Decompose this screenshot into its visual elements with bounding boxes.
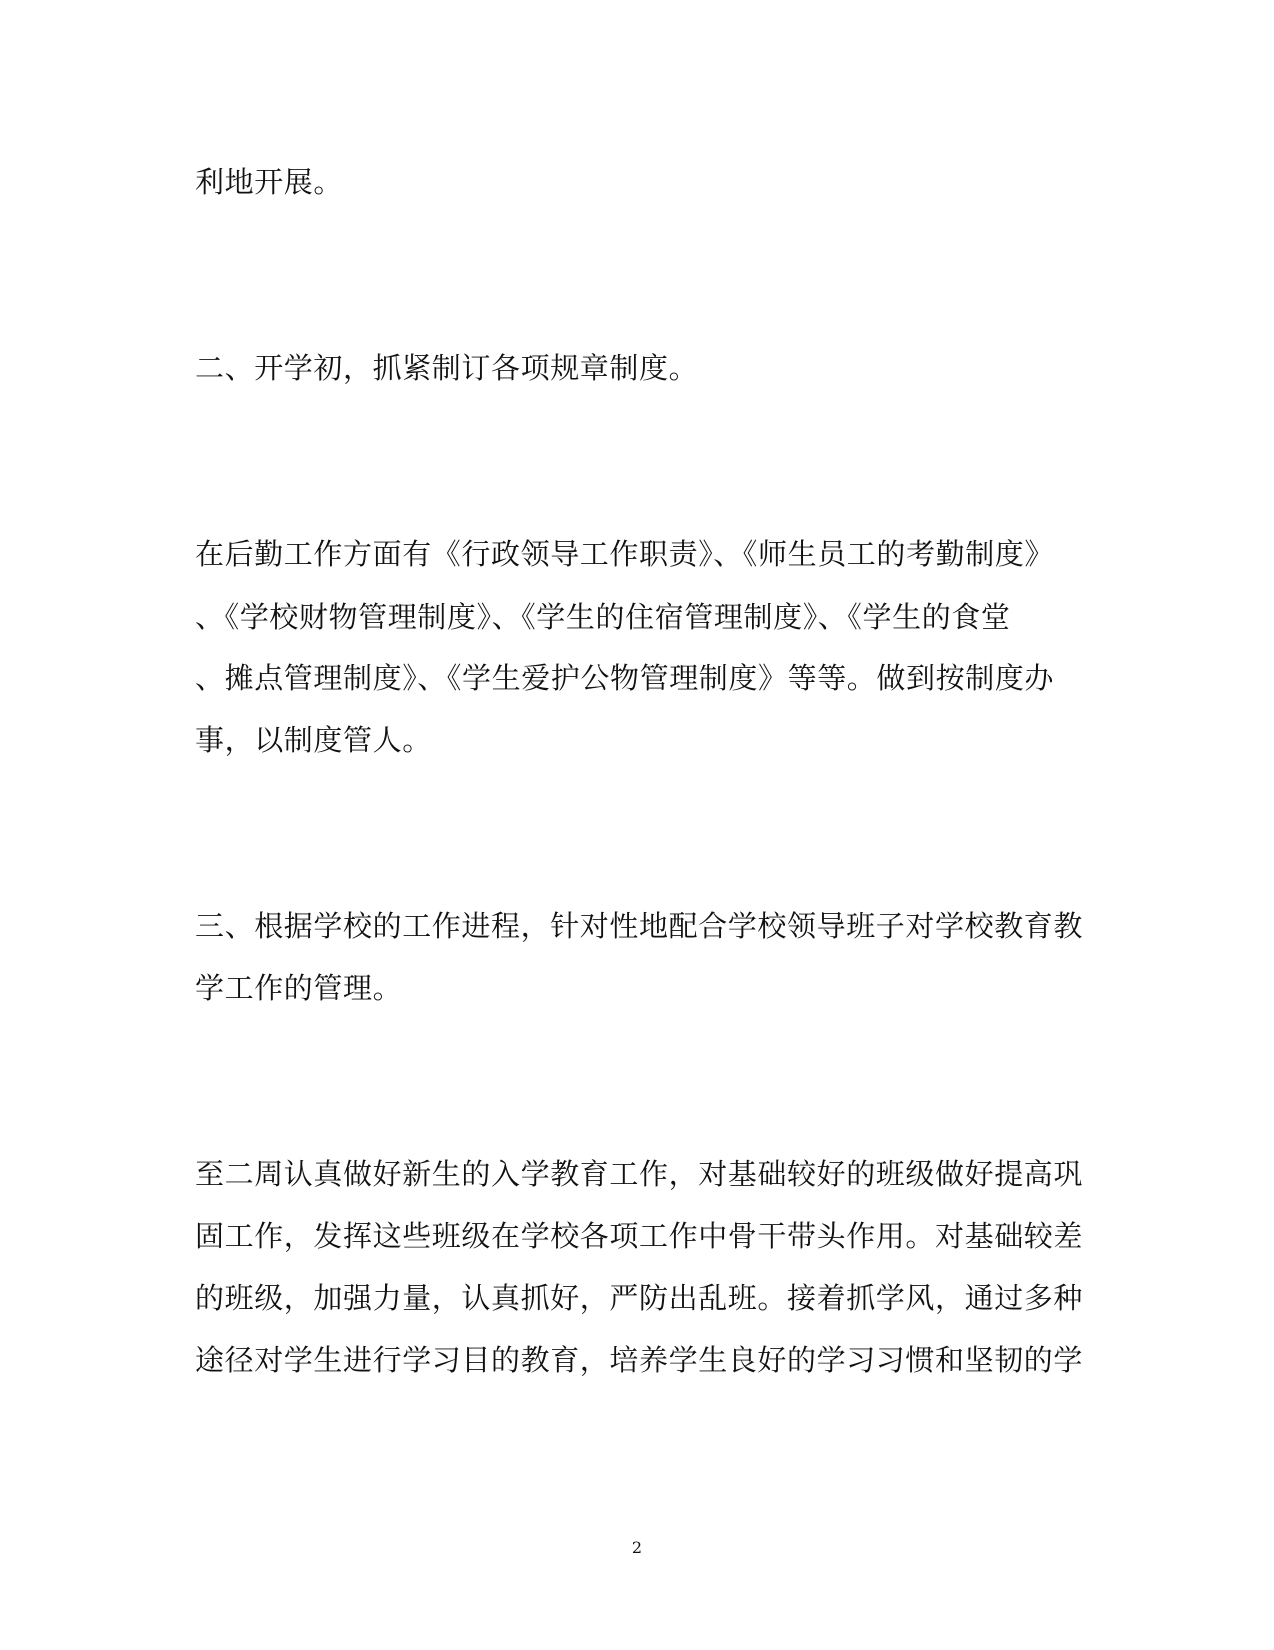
paragraph-4-line-1: 三、根据学校的工作进程，针对性地配合学校领导班子对学校教育教 — [195, 909, 1084, 943]
paragraph-2-line-1: 二、开学初，抓紧制订各项规章制度。 — [195, 351, 699, 385]
paragraph-5-line-4: 途径对学生进行学习目的教育，培养学生良好的学习习惯和坚韧的学 — [195, 1343, 1084, 1377]
paragraph-3-line-1: 在后勤工作方面有《行政领导工作职责》、《师生员工的考勤制度》 — [195, 537, 1055, 571]
paragraph-5-line-2: 固工作，发挥这些班级在学校各项工作中骨干带头作用。对基础较差 — [195, 1219, 1084, 1253]
paragraph-4-line-2: 学工作的管理。 — [195, 971, 403, 1005]
paragraph-3-line-4: 事，以制度管人。 — [195, 723, 432, 757]
paragraph-5-line-1: 至二周认真做好新生的入学教育工作，对基础较好的班级做好提高巩 — [195, 1157, 1084, 1191]
page-number: 2 — [631, 1538, 643, 1557]
paragraph-5-line-3: 的班级，加强力量，认真抓好，严防出乱班。接着抓学风，通过多种 — [195, 1281, 1084, 1315]
paragraph-3-line-2: 、《学校财物管理制度》、《学生的住宿管理制度》、《学生的食堂 — [195, 600, 1011, 634]
paragraph-1-line-1: 利地开展。 — [195, 165, 344, 199]
paragraph-3-line-3: 、摊点管理制度》、《学生爱护公物管理制度》等等。做到按制度办 — [195, 661, 1055, 695]
